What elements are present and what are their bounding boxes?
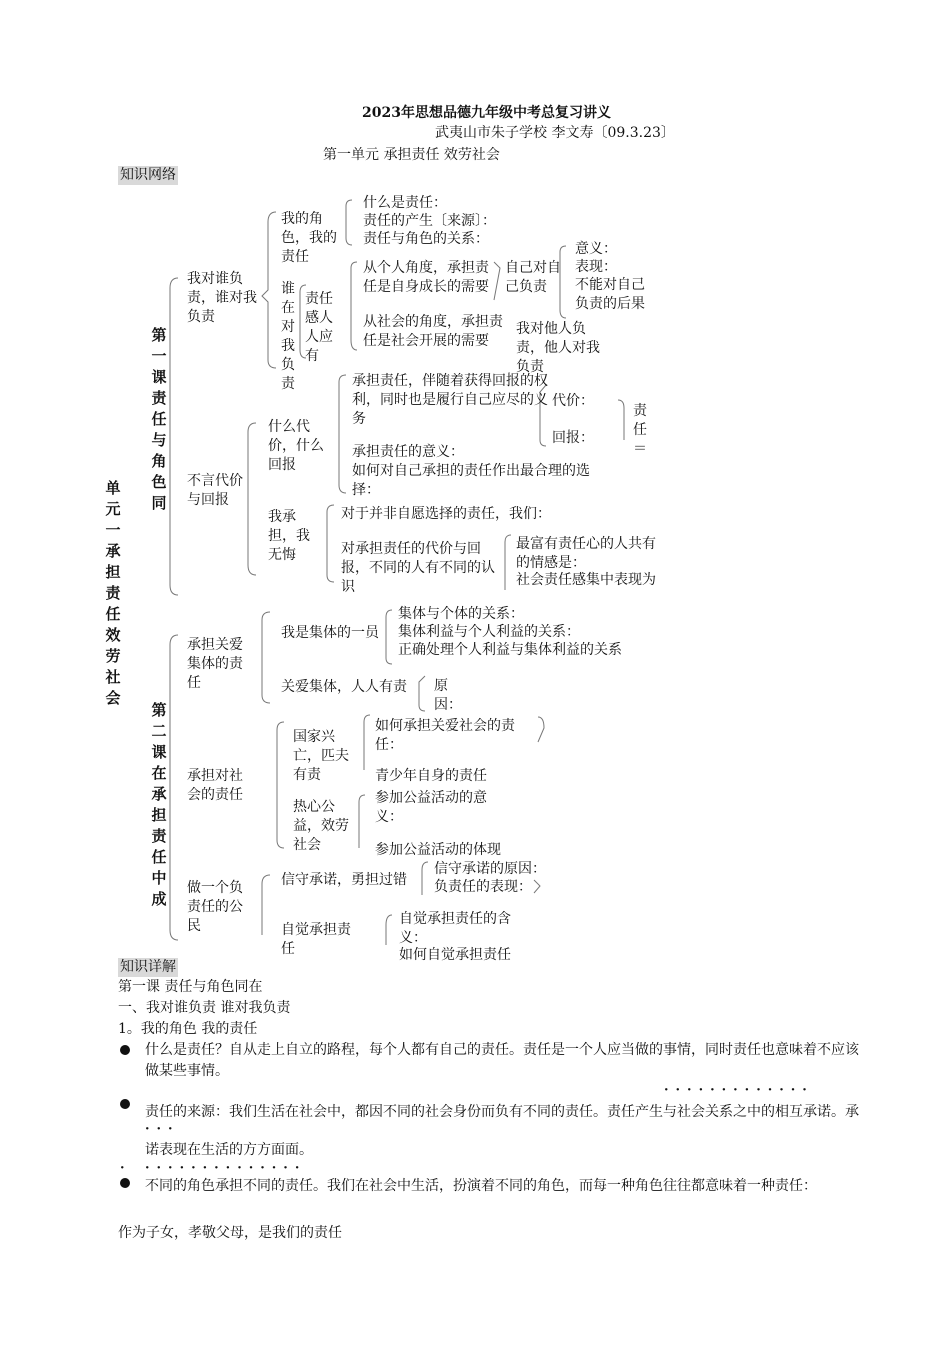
topic-care-collective: 承担关爱集体的责任 xyxy=(187,637,243,691)
node-care-collective: 关爱集体，人人有责 xyxy=(281,679,407,695)
node-others-responsible: 我对他人负责，他人对我负责 xyxy=(516,321,600,375)
lesson2-vertical-label: 第二课在承担责任中成 xyxy=(151,701,167,908)
self-item-1: 表现： xyxy=(575,259,617,275)
detail-bullet-0: 什么是责任？自从走上自立的路程，每个人都有自己的责任。责任是一个人应当做的事情，同时责任也意味着不应该做某些事情。 xyxy=(145,1042,859,1079)
topic-who-responsible: 我对谁负责，谁对我负责 xyxy=(187,271,257,325)
node-my-role: 我的角色，我的责任 xyxy=(281,211,337,265)
charity-how-text: 参加公益活动的体现 xyxy=(375,842,501,858)
bullet-icon xyxy=(120,1045,130,1055)
detail-bullet-1: 责任的来源：我们生活在社会中，都因不同的社会身份而负有不同的责任。责任产生与社会关系之中的相互承诺。承诺表现在生活的方方面面。 xyxy=(145,1104,859,1158)
node-collective-member: 我是集体的一员 xyxy=(281,625,379,641)
emphasis-dots: · xyxy=(120,1161,132,1176)
involuntary-text: 对于并非自愿选择的责任，我们： xyxy=(341,506,551,522)
cost-label: 代价： xyxy=(552,393,594,409)
self-item-0: 意义： xyxy=(575,241,617,257)
how-self-bear-text: 如何自觉承担责任 xyxy=(399,947,511,963)
emphasis-dots: ·············· xyxy=(145,1161,307,1176)
unit-title: 第一单元 承担责任 效劳社会 xyxy=(323,147,500,163)
node-social-need: 从社会的角度，承担责任是社会开展的需要 xyxy=(363,314,503,349)
reason-label: 原因： xyxy=(434,678,462,713)
coll-item-0: 集体与个体的关系： xyxy=(398,606,524,622)
node-personal-need: 从个人角度，承担责任是自身成长的需要 xyxy=(363,260,489,295)
bullet-icon xyxy=(120,1178,130,1188)
node-cost-reward: 什么代价，什么回报 xyxy=(268,419,324,473)
node-no-regret: 我承担，我无悔 xyxy=(268,509,310,563)
node-cost-text: 承担责任，伴随着获得回报的权利，同时也是履行自己应尽的义务 xyxy=(352,373,548,427)
coll-item-2: 正确处理个人利益与集体利益的关系 xyxy=(398,642,622,658)
resp-equals: 责任＝ xyxy=(633,403,647,457)
choose-text: 如何对自己承担的责任作出最合理的选择： xyxy=(352,463,590,498)
node-self-bear: 自觉承担责任 xyxy=(281,922,351,957)
node-who-responsible-me: 谁在对我负责 xyxy=(281,281,295,392)
detail-section-title: 一、我对谁负责 谁对我负责 xyxy=(118,1000,291,1016)
section-label-detail: 知识详解 xyxy=(120,959,176,975)
self-item-2: 不能对自己负责的后果 xyxy=(575,277,645,312)
meaning-text: 承担责任的意义： xyxy=(352,444,464,460)
self-bear-meaning-text: 自觉承担责任的含义： xyxy=(399,911,511,946)
role-item-1: 责任的产生〔来源〕： xyxy=(363,213,496,229)
diff-view-text: 对承担责任的代价与回报，不同的人有不同的认识 xyxy=(341,541,495,595)
topic-responsible-citizen: 做一个负责任的公民 xyxy=(187,880,243,934)
unit-vertical-label: 单元一承担责任效劳社会 xyxy=(105,479,121,707)
topic-society-responsibility: 承担对社会的责任 xyxy=(187,768,243,803)
reward-label: 回报： xyxy=(552,430,594,446)
how-care-text: 如何承担关爱社会的责任： xyxy=(375,718,515,753)
node-charity: 热心公益，效劳社会 xyxy=(293,799,349,853)
emphasis-dots: ············· xyxy=(664,1083,814,1098)
topic-no-cost-reward: 不言代价与回报 xyxy=(187,473,243,508)
node-responsibility-feeling: 责任感人人应有 xyxy=(305,291,333,364)
node-self-responsible: 自己对自己负责 xyxy=(505,260,561,295)
doc-author: 武夷山市朱子学校 李文寿〔09.3.23〕 xyxy=(435,125,675,141)
detail-bullet-2: 不同的角色承担不同的责任。我们在社会中生活，扮演着不同的角色，而每一种角色往往都意味着一种责任： xyxy=(145,1178,817,1194)
section-label-network: 知识网络 xyxy=(120,167,176,183)
role-item-0: 什么是责任： xyxy=(363,195,447,211)
social-sense-text: 社会责任感集中表现为 xyxy=(516,572,656,588)
coll-item-1: 集体利益与个人利益的关系： xyxy=(398,624,580,640)
promise-reason-text: 信守承诺的原因： xyxy=(434,861,546,877)
charity-sig-text: 参加公益活动的意义： xyxy=(375,790,487,825)
node-nation: 国家兴亡，匹夫有责 xyxy=(293,729,349,783)
node-promise: 信守承诺，勇担过错 xyxy=(281,872,407,888)
bullet-icon xyxy=(120,1099,130,1109)
role-item-2: 责任与角色的关系： xyxy=(363,231,489,247)
noblest-text: 最富有责任心的人共有的情感是： xyxy=(516,536,656,571)
detail-subsection-title: 1。我的角色 我的责任 xyxy=(118,1021,258,1037)
doc-title: 2023年思想品德九年级中考总复习讲义 xyxy=(362,105,611,121)
emphasis-dots: ··· xyxy=(145,1122,180,1137)
resp-show-text: 负责任的表现： xyxy=(434,879,532,895)
detail-last-line: 作为子女，孝敬父母，是我们的责任 xyxy=(118,1225,342,1241)
lesson1-vertical-label: 第一课责任与角色同 xyxy=(151,326,167,512)
youth-text: 青少年自身的责任 xyxy=(375,768,487,784)
detail-lesson-title: 第一课 责任与角色同在 xyxy=(118,979,263,995)
